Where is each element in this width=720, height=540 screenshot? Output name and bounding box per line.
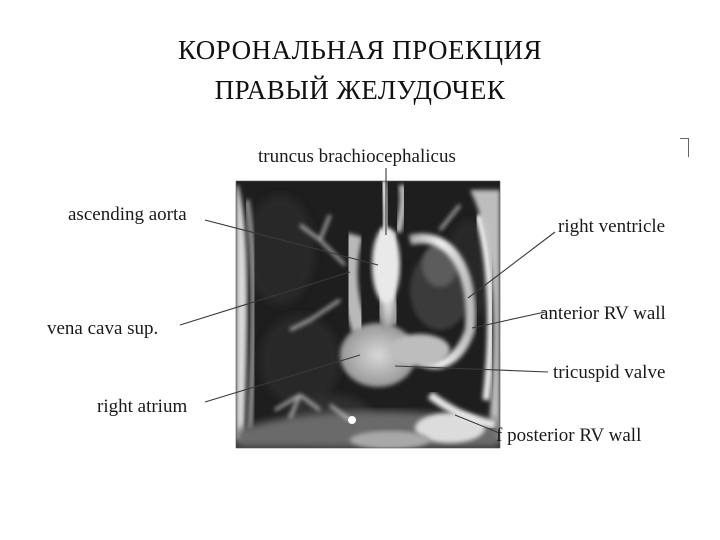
label-ascending-aorta: ascending aorta (68, 204, 187, 225)
title-line-1: КОРОНАЛЬНАЯ ПРОЕКЦИЯ (177, 35, 543, 65)
label-right-atrium: right atrium (97, 396, 188, 417)
label-vena-cava-sup: vena cava sup. (47, 318, 159, 339)
label-anterior-rv-wall: anterior RV wall (540, 303, 666, 324)
label-posterior-rv-wall: f posterior RV wall (496, 425, 642, 446)
label-truncus-brachiocephalicus: truncus brachiocephalicus (258, 146, 456, 167)
mri-image (236, 180, 500, 449)
title-line-2: ПРАВЫЙ ЖЕЛУДОЧЕК (214, 75, 506, 105)
label-tricuspid-valve: tricuspid valve (553, 362, 666, 383)
label-right-ventricle: right ventricle (558, 216, 666, 237)
